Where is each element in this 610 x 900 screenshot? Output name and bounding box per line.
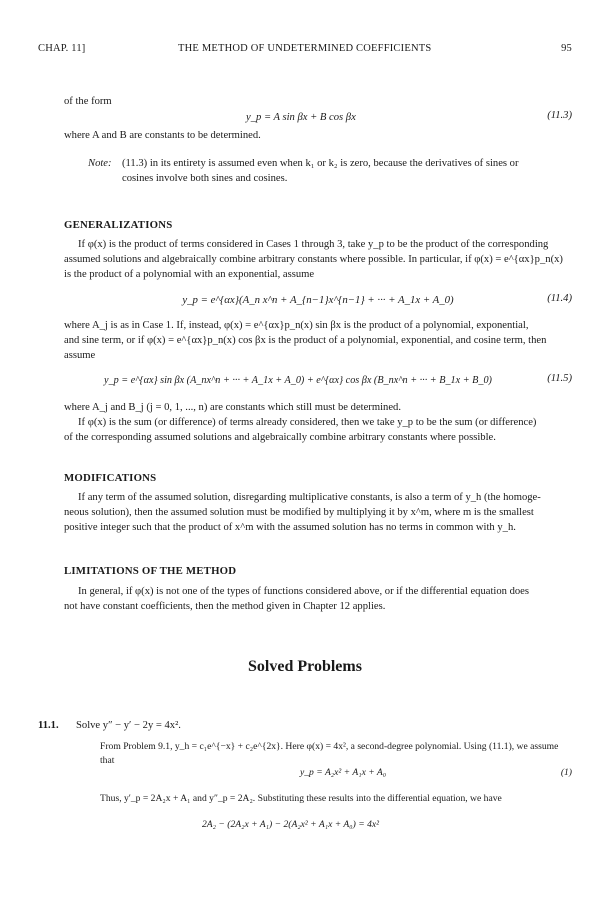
running-header [38,43,572,57]
page-number: 95 [561,43,572,54]
equation-2: 2A₂ − (2A₂x + A₁) − 2(A₂x² + A₁x + A₀) = 4x² [202,819,380,830]
gen-para4-line-2: of the corresponding assumed solutions and algebraically combine arbitrary constants where possible. [64,432,496,443]
gen-para2-line-3: assume [64,350,96,361]
problem-statement: Solve y″ − y′ − 2y = 4x². [76,720,181,731]
header-title: THE METHOD OF UNDETERMINED COEFFICIENTS [178,43,432,54]
mod-line-3: positive integer such that the product of x^m with the assumed solution has no terms in common with y_h. [64,522,516,533]
mod-line-1: If any term of the assumed solution, disregarding multiplicative constants, is also a term of y_h (the homoge- [78,492,541,503]
note-label: Note: [88,158,112,169]
gen-para2-line-2: and sine term, or if φ(x) = e^{αx}p_n(x) cos βx is the product of a polynomial, exponential, and cosine term, then [64,335,547,346]
equation-11-4: y_p = e^{αx}(A_n x^n + A_{n−1}x^{n−1} + ··· + A_1x + A_0) [182,294,454,306]
problem-number: 11.1. [38,720,59,731]
form-text: of the form [64,96,112,107]
equation-11-3: y_p = A sin βx + B cos βx [246,112,356,123]
solved-problems-title: Solved Problems [248,658,362,675]
equation-11-3-number: (11.3) [547,110,572,121]
gen-para-line-3: is the product of a polynomial with an exponential, assume [64,269,315,280]
limitations-heading: LIMITATIONS OF THE METHOD [64,565,237,577]
equation-1: y_p = A₂x² + A₁x + A₀ [300,767,387,778]
equation-11-4-number: (11.4) [547,293,572,304]
mod-line-2: neous solution), then the assumed solution must be modified by multiplying it by x^m, where m is the smallest [64,507,534,518]
where-ab-text: where A and B are constants to be determined. [64,130,261,141]
lim-line-1: In general, if φ(x) is not one of the types of functions considered above, or if the differential equation does [78,586,530,597]
equation-1-number: (1) [560,767,572,778]
modifications-heading: MODIFICATIONS [64,472,157,484]
gen-para3-line-1: where A_j and B_j (j = 0, 1, ..., n) are constants which still must be determined. [64,402,401,413]
gen-para2-line-1: where A_j is as in Case 1. If, instead, φ(x) = e^{αx}p_n(x) sin βx is the product of a polynomial, exponential, [64,320,529,331]
chapter-label: CHAP. 11] [38,43,86,54]
gen-para-line-1: If φ(x) is the product of terms considered in Cases 1 through 3, take y_p to be the product of the corresponding [78,239,549,250]
equation-11-5-number: (11.5) [547,373,572,384]
solution-line-2: Thus, y′_p = 2A₂x + A₁ and y″_p = 2A₂. Substituting these results into the differential equation, we have [100,793,502,804]
gen-para-line-2: assumed solutions and algebraically combine arbitrary constants where possible. In particular, if φ(x) = e^{αx}p_n(x) [64,254,563,265]
generalizations-heading: GENERALIZATIONS [64,219,173,231]
equation-11-5: y_p = e^{αx} sin βx (A_nx^n + ··· + A_1x + A_0) + e^{αx} cos βx (B_nx^n + ··· + B_1x + B_0) [104,375,492,386]
note-text: (11.3) in its entirety is assumed even when k₁ or k₂ is zero, because the derivatives of sines or [122,158,519,169]
solution-line-1: From Problem 9.1, y_h = c₁e^{−x} + c₂e^{2x}. Here φ(x) = 4x², a second-degree polynomial. Using (11.1), we assume that [100,741,559,766]
lim-line-2: not have constant coefficients, then the method given in Chapter 12 applies. [64,601,386,612]
gen-para4-line-1: If φ(x) is the sum (or difference) of terms already considered, then we take y_p to be the sum (or difference) [78,417,537,428]
note-text-2: cosines involve both sines and cosines. [122,173,288,184]
